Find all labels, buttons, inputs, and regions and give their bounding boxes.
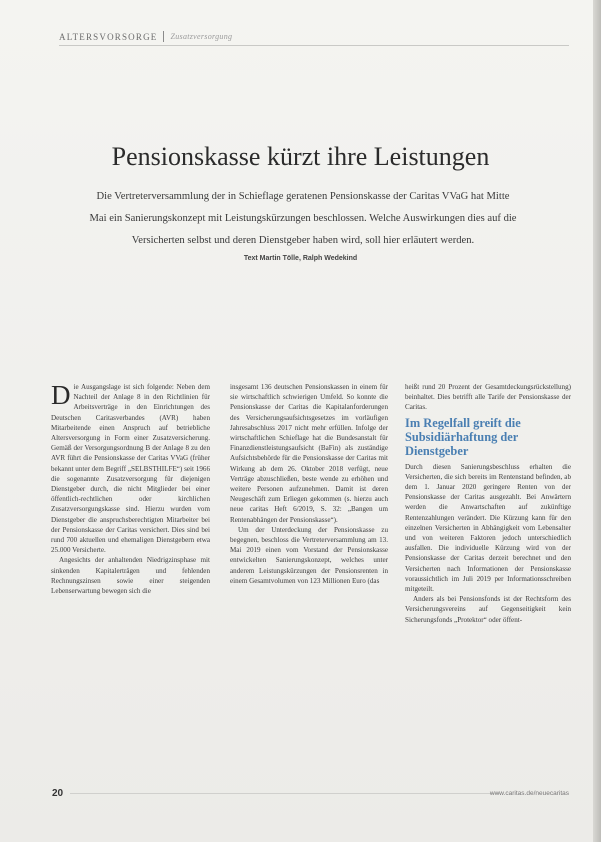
article-lead: Die Vertreterversammlung der in Schieflage geratenen Pensionskasse der Caritas VVaG hat Mitte Mai ein Sanierungskonzept mit Leistungskürzungen beschlossen. Welche Auswirkungen dies auf die Versicherten selbst und deren Dienstgeber haben wird, soll hier erläutert werden. [89,191,517,246]
column-3-paragraph-1: heißt rund 20 Prozent der Gesamtdeckungsrückstellung) beinhaltet. Dies betrifft alle Tarife der Pensionskasse der Caritas. [405,383,571,412]
column-1-paragraph-2: Angesichts der anhaltenden Niedrigzinsphase mit sinkenden Kapitalerträgen und fehlenden Rechnungszinsen sowie einer steigenden Lebenserwartung bewegen sich die [51,556,210,596]
drop-cap: D [51,380,71,410]
column-1-paragraph-1: ie Ausgangslage ist sich folgende: Neben dem Nachteil der Anlage 8 in den Richtlinien für Arbeitsverträge in den Einrichtungen des Deutschen Caritasverbandes (AVR) haben Mitarbeitende einen Anspruch auf betriebliche Altersversorgung in Form einer Zusatzversicherung. Gemäß der Versorgungsordnung B der Anlage 8 zu den AVR führt die Pensionskasse der Caritas VVaG (früher bekannt unter dem Begriff „SELBSTHILFE“) seit 1966 die sogenannte Zusatzversorgung für diejenigen Dienstgeber durch, die nicht Mitglieder bei einer öffentlich-rechtlichen oder kirchlichen Zusatzversorgungskasse sind. Hierzu wurden vom Dienstgeber die anspruchsberechtigten Mitarbeiter bei der Pensionskasse der Caritas versichert. Dies sind bei rund 700 aktuellen und ehemaligen Dienstgebern etwa 25.000 Versicherte. [51,383,210,555]
text-column-2 [230,382,388,586]
top-rule [59,45,569,46]
bottom-rule [70,793,500,794]
article-byline: Text Martin Tölle, Ralph Wedekind [243,255,358,262]
page-spine-shadow [593,0,601,842]
text-column-1 [51,382,210,596]
footer-url: www.caritas.de/neuecaritas [489,790,569,797]
column-3-paragraph-2: Durch diesen Sanierungsbeschluss erhalten die Versicherten, die sich bereits im Rentenstand befinden, ab dem 1. Januar 2020 geringere Renten von der Pensionskasse der Caritas ausgezahlt. Bei Anwärtern werden die Anwartschaften auf zukünftige Rentenzahlungen verändert. Die Kürzung kann für den einzelnen Versicherten in Abhängigkeit vom Lebensalter und von weiteren Faktoren jedoch unterschiedlich ausfallen. Die individuelle Kürzung wird von der Pensionskasse der Caritas derzeit berechnet und den Versicherten nach Informationen der Pensionskasse voraussichtlich im Juli 2019 per Informationsschreiben mitgeteilt. [405,462,571,594]
subsection-label: Zusatzversorgung [170,32,233,41]
column-3-paragraph-3: Anders als bei Pensionsfonds ist der Rechtsform des Versicherungsvereins auf Gegenseitigkeit kein Sicherungsfonds „Protektor“ oder öffent- [405,595,571,624]
text-column-3 [405,382,571,625]
section-label: ALTERSVORSORGE [59,31,158,42]
running-head-divider [163,31,164,42]
column-2-paragraph-1: insgesamt 136 deutschen Pensionskassen in einem für sie wirtschaftlich schwierigen Umfeld. So konnte die Pensionskasse der Caritas die Kapitalanforderungen des Versicherungsaufsichtsgesetzes im vorläufigen Jahresabschluss 2017 nicht mehr erfüllen. Infolge der wirtschaftlichen Schieflage hat die Bundesanstalt für Finanzdienstleistungsaufsicht (BaFin) als zuständige Aufsichtsbehörde für die Pensionskasse der Caritas mit Wirkung ab dem 26. Oktober 2018 verfügt, neue Verträge abzuschließen, beste wende zu erhöhen und weitere Personen aufzunehmen. Damit ist deren Neugeschäft zum Erliegen gekommen (s. hierzu auch neue caritas Heft 6/2019, S. 32: „Bangen um Rentenabhängen der Pensionskasse“). [230,383,388,524]
article-headline: Pensionskasse kürzt ihre Leistungen [111,142,490,171]
page-number: 20 [52,788,64,799]
column-2-paragraph-2: Um der Unterdeckung der Pensionskasse zu begegnen, beschloss die Vertreterversammlung am 13. Mai 2019 einen vom Vorstand der Pensionskasse entwickelten Sanierungskonzept, welches unter anderem Leistungskürzungen der Pensionsrenten in einem Gesamtvolumen von 123 Millionen Euro (das [230,525,388,585]
running-head [59,31,232,42]
column-subheading: Im Regelfall greift die Subsidiärhaftung der Dienstgeber [405,415,521,458]
